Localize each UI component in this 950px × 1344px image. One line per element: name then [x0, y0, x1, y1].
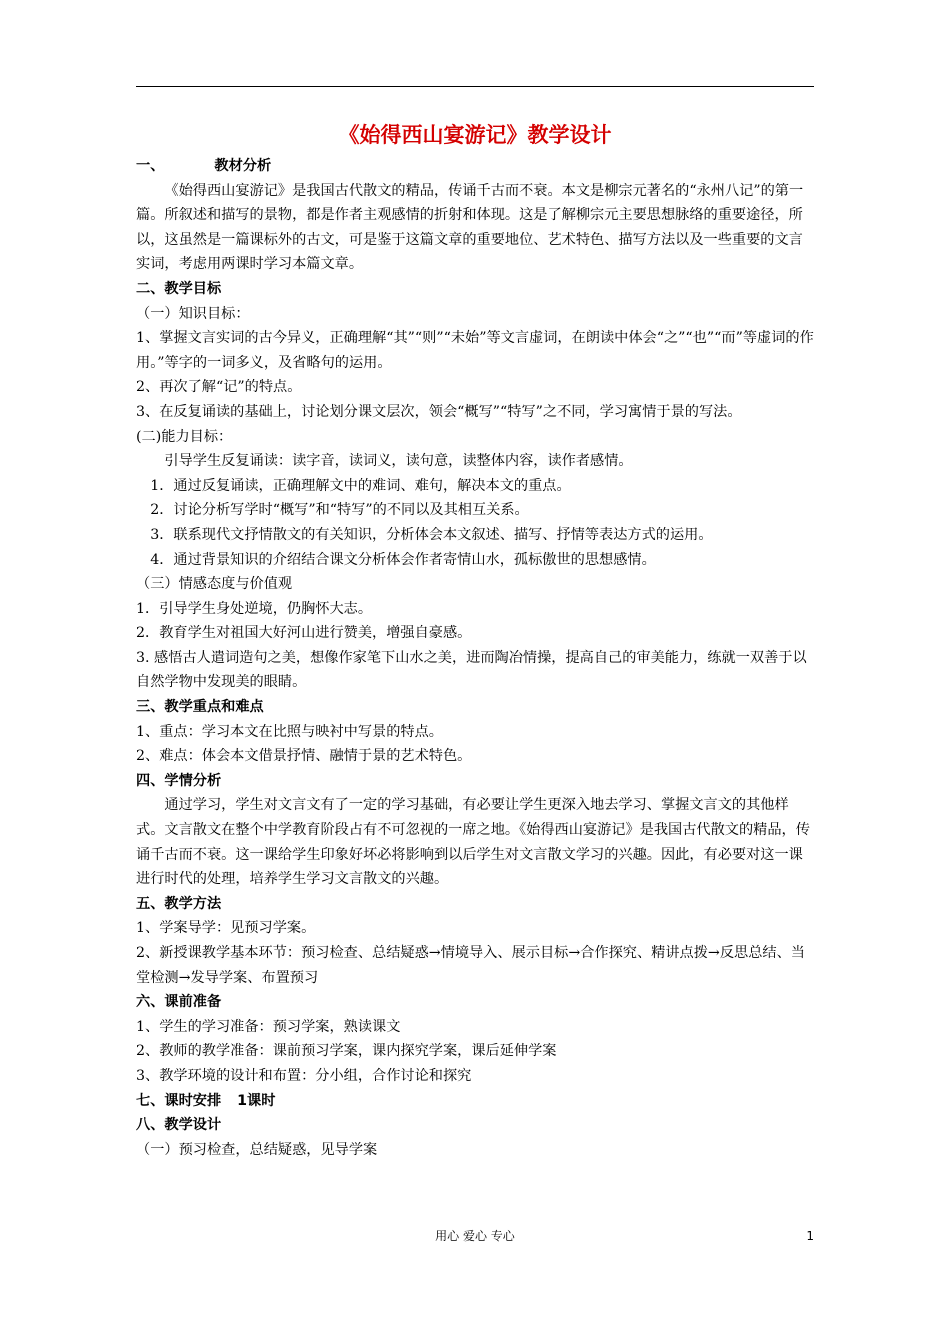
section-7-value: 1课时: [237, 1092, 276, 1109]
page-footer: [136, 1225, 814, 1247]
emotion-item-2: 2．教育学生对祖国大好河山进行赞美，增强自豪感。: [136, 625, 472, 642]
method-item-1: 1、学案导学：见预习学案。: [136, 920, 316, 937]
page-number: 1: [806, 1229, 814, 1243]
document-body: [136, 154, 814, 1162]
subheading-ability: (二)能力目标：: [136, 428, 233, 445]
document-title: 《始得西山宴游记》教学设计: [338, 123, 612, 147]
subheading-emotion: （三）情感态度与价值观: [136, 576, 293, 593]
prep-item-3: 3、教学环境的设计和布置：分小组，合作讨论和探究: [136, 1067, 472, 1084]
ability-item-1: 1．通过反复诵读，正确理解文中的难词、难句，解决本文的重点。: [150, 477, 571, 494]
ability-item-2: 2．讨论分析写学时“概写”和“特写”的不同以及其相互关系。: [150, 502, 529, 519]
section-heading-1: [136, 154, 814, 179]
prep-item-2: 2、教师的教学准备：课前预习学案，课内探究学案，课后延伸学案: [136, 1043, 557, 1060]
section-7-title: 七、课时安排: [136, 1092, 222, 1109]
section-heading-6: 六、课前准备: [136, 994, 222, 1011]
subheading-knowledge: （一）知识目标：: [136, 305, 250, 322]
knowledge-item-3: 3、在反复诵读的基础上，讨论划分课文层次，领会“概写”“特写”之不同，学习寓情于景的写法。: [136, 403, 742, 420]
design-step-1: （一）预习检查，总结疑惑，见导学案: [136, 1141, 378, 1158]
section-heading-7: [136, 1089, 814, 1114]
header-rule: [136, 86, 814, 87]
section-heading-8: 八、教学设计: [136, 1117, 222, 1134]
footer-text: 用心 爱心 专心: [435, 1229, 515, 1243]
ability-item-4: 4．通过背景知识的介绍结合课文分析体会作者寄情山水，孤标傲世的思想感情。: [150, 551, 656, 568]
section-1-number: 一、: [136, 158, 165, 174]
key-point-item: 1、重点：学习本文在比照与映衬中写景的特点。: [136, 723, 443, 740]
emotion-item-3: 3. 感悟古人遣词造句之美，想像作家笔下山水之美，进而陶冶情操，提高自己的审美能力，练就一双善于以自然学物中发现美的眼睛。: [136, 649, 807, 691]
knowledge-item-2: 2、再次了解“记”的特点。: [136, 379, 302, 396]
section-1-title: 教材分析: [214, 158, 272, 174]
emotion-item-1: 1．引导学生身处逆境，仍胸怀大志。: [136, 600, 373, 617]
section-heading-2: 二、教学目标: [136, 280, 222, 297]
section-heading-4: 四、学情分析: [136, 772, 222, 789]
section-heading-5: 五、教学方法: [136, 895, 222, 912]
section-heading-3: 三、教学重点和难点: [136, 699, 264, 716]
difficulty-item: 2、难点：体会本文借景抒情、融情于景的艺术特色。: [136, 748, 472, 765]
method-item-2: 2、新授课教学基本环节：预习检查、总结疑惑→情境导入、展示目标→合作探究、精讲点拨→反思总结、当堂检测→发导学案、布置预习: [136, 945, 805, 986]
section-4-paragraph: 通过学习，学生对文言文有了一定的学习基础，有必要让学生更深入地去学习、掌握文言文的其他样式。文言散文在整个中学教育阶段占有不可忽视的一席之地。《始得西山宴游记》是我国古代散文的精品，传诵千古而不衰。这一课给学生印象好坏必将影响到以后学生对文言散文学习的兴趣。因此，有必要对这一课进行时代的处理，培养学生学习文言散文的兴趣。: [136, 797, 810, 888]
ability-intro: 引导学生反复诵读：读字音，读词义，读句意，读整体内容，读作者感情。: [164, 453, 633, 470]
prep-item-1: 1、学生的学习准备：预习学案，熟读课文: [136, 1018, 401, 1035]
ability-item-3: 3．联系现代文抒情散文的有关知识，分析体会本文叙述、描写、抒情等表达方式的运用。: [150, 526, 713, 543]
section-1-paragraph: 《始得西山宴游记》是我国古代散文的精品，传诵千古而不衰。本文是柳宗元著名的“永州八记”的第一篇。所叙述和描写的景物，都是作者主观感情的折射和体现。这是了解柳宗元主要思想脉络的重要途径，所以，这虽然是一篇课标外的古文，可是鉴于这篇文章的重要地位、艺术特色、描写方法以及一些重要的文言实词，考虑用两课时学习本篇文章。: [136, 182, 804, 273]
knowledge-item-1: 1、掌握文言实词的古今异义，正确理解“其”“则”“未始”等文言虚词，在朗读中体会“之”“也”“而”等虚词的作用。”等字的一词多义，及省略句的运用。: [136, 330, 814, 371]
